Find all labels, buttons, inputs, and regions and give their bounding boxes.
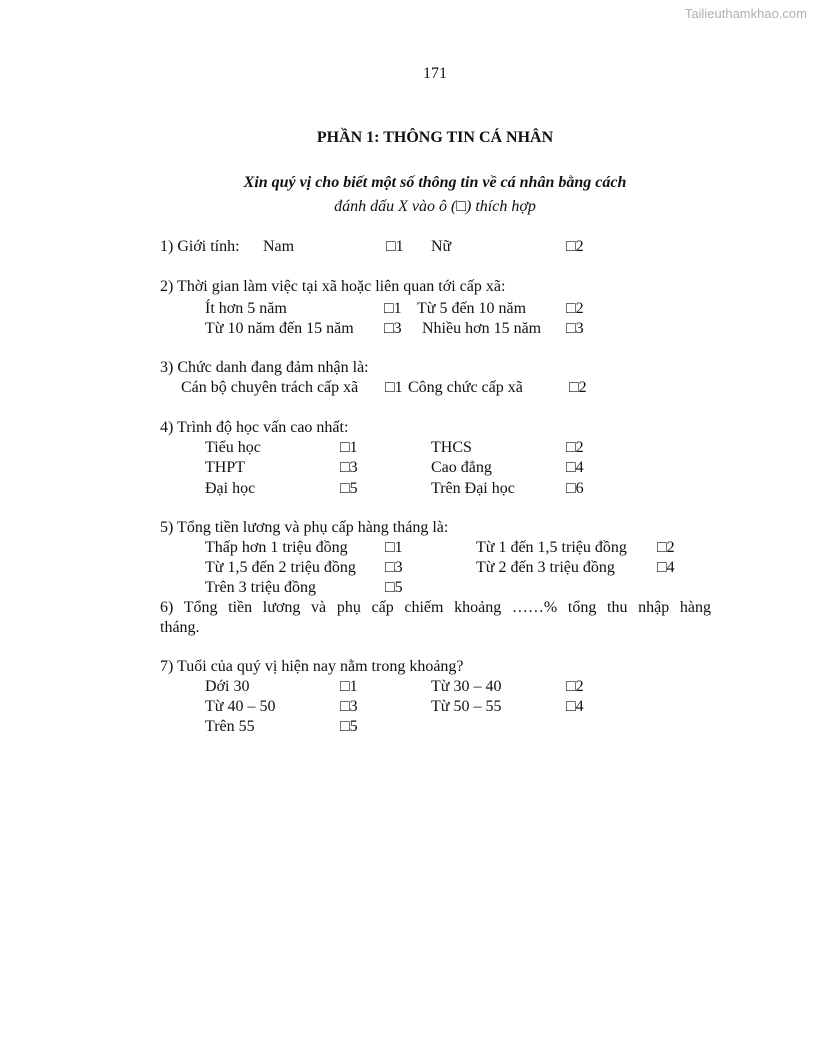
q7-option-checkbox[interactable]: □1 [340, 678, 358, 695]
q5-option-label: Từ 2 đến 3 triệu đồng [476, 559, 615, 576]
q4-option-checkbox[interactable]: □5 [340, 480, 358, 497]
q1-option-label: Nữ [431, 238, 452, 255]
q5-option-checkbox[interactable]: □4 [657, 559, 675, 576]
instruction-line-1: Xin quý vị cho biết một số thông tin về cá nhân bằng cách [243, 174, 627, 191]
q5-option-checkbox[interactable]: □3 [385, 559, 403, 576]
question-6-line-2: tháng. [160, 619, 200, 636]
question-7: 7) Tuổi của quý vị hiện nay nằm trong khoảng? [160, 658, 464, 675]
q4-option-checkbox[interactable]: □3 [340, 459, 358, 476]
q7-option-checkbox[interactable]: □4 [566, 698, 584, 715]
q5-option-checkbox[interactable]: □1 [385, 539, 403, 556]
question-1: 1) Giới tính: [160, 238, 240, 255]
watermark: Tailieuthamkhao.com [684, 6, 807, 21]
q2-option-checkbox[interactable]: □3 [566, 320, 584, 337]
q4-option-label: Cao đẳng [431, 459, 492, 476]
q2-option-label: Từ 10 năm đến 15 năm [205, 320, 354, 337]
q3-option-label: Công chức cấp xã [408, 379, 523, 396]
q7-option-checkbox[interactable]: □3 [340, 698, 358, 715]
q4-option-label: Tiểu học [205, 439, 261, 456]
q7-option-label: Từ 30 – 40 [431, 678, 502, 695]
q5-option-label: Thấp hơn 1 triệu đồng [205, 539, 348, 556]
q1-option-checkbox[interactable]: □1 [386, 238, 404, 255]
q1-option-label: Nam [263, 238, 295, 255]
q3-option-checkbox[interactable]: □2 [569, 379, 587, 396]
q4-option-checkbox[interactable]: □1 [340, 439, 358, 456]
q2-option-checkbox[interactable]: □3 [384, 320, 402, 337]
q2-option-label: Từ 5 đến 10 năm [417, 300, 527, 317]
page-number: 171 [423, 65, 447, 82]
q3-option-label: Cán bộ chuyên trách cấp xã [181, 379, 359, 396]
q7-option-checkbox[interactable]: □5 [340, 718, 358, 735]
q4-option-label: THCS [431, 439, 472, 456]
q4-option-checkbox[interactable]: □4 [566, 459, 584, 476]
q2-option-checkbox[interactable]: □2 [566, 300, 584, 317]
question-4: 4) Trình độ học vấn cao nhất: [160, 419, 349, 436]
q7-option-label: Từ 50 – 55 [431, 698, 502, 715]
q7-option-label: Từ 40 – 50 [205, 698, 276, 715]
q4-option-label: THPT [205, 459, 245, 476]
q7-option-checkbox[interactable]: □2 [566, 678, 584, 695]
question-5: 5) Tổng tiền lương và phụ cấp hàng tháng là: [160, 519, 449, 536]
q4-option-label: Trên Đại học [431, 480, 515, 497]
q1-option-checkbox[interactable]: □2 [566, 238, 584, 255]
q5-option-label: Trên 3 triệu đồng [205, 579, 316, 596]
instruction-line-2: đánh dấu X vào ô (□) thích hợp [334, 198, 536, 215]
q3-option-checkbox[interactable]: □1 [385, 379, 403, 396]
question-2: 2) Thời gian làm việc tại xã hoặc liên quan tới cấp xã: [160, 278, 506, 295]
q2-option-checkbox[interactable]: □1 [384, 300, 402, 317]
q4-option-checkbox[interactable]: □2 [566, 439, 584, 456]
q7-option-label: Trên 55 [205, 718, 255, 735]
section-title: PHẦN 1: THÔNG TIN CÁ NHÂN [316, 129, 554, 146]
q5-option-label: Từ 1 đến 1,5 triệu đồng [476, 539, 627, 556]
q4-option-checkbox[interactable]: □6 [566, 480, 584, 497]
q4-option-label: Đại học [205, 480, 256, 497]
q5-option-checkbox[interactable]: □2 [657, 539, 675, 556]
q5-option-label: Từ 1,5 đến 2 triệu đồng [205, 559, 356, 576]
q5-option-checkbox[interactable]: □5 [385, 579, 403, 596]
question-3: 3) Chức danh đang đảm nhận là: [160, 359, 369, 376]
question-6-line-1: 6) Tổng tiền lương và phụ cấp chiếm khoảng ……% tổng thu nhập hàng [160, 599, 711, 616]
q7-option-label: Dới 30 [205, 678, 250, 695]
q2-option-label: Ít hơn 5 năm [205, 300, 287, 317]
q2-option-label: Nhiều hơn 15 năm [422, 320, 542, 337]
